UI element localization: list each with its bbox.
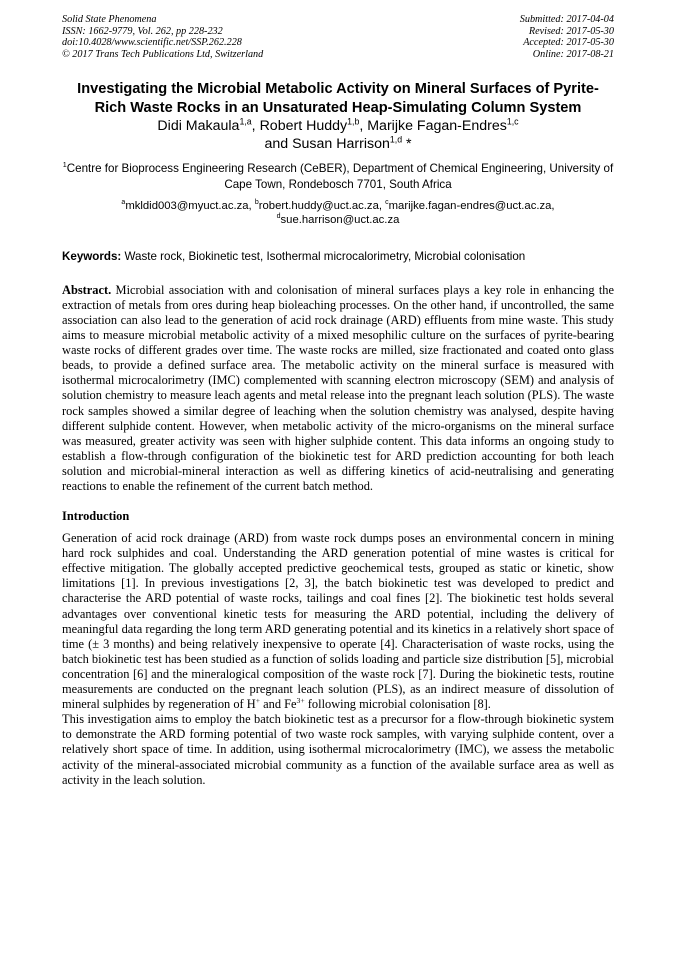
author-affil-mark: 1,c <box>506 116 519 127</box>
submission-dates <box>520 14 614 60</box>
email-link[interactable]: mkldid003@myuct.ac.za, <box>125 200 255 213</box>
email-link[interactable]: robert.huddy@uct.ac.za, <box>258 200 386 213</box>
journal-info <box>62 14 263 60</box>
keywords-text: Waste rock, Biokinetic test, Isothermal microcalorimetry, Microbial colonisation <box>121 249 526 263</box>
author-affil-mark: 1,d <box>389 133 403 144</box>
author-separator: , <box>359 118 368 134</box>
author-separator: and <box>264 135 293 152</box>
journal-header <box>62 14 614 60</box>
author-name: Didi Makaula <box>157 118 240 134</box>
corresponding-author-mark: * <box>402 135 412 152</box>
abstract <box>62 283 614 494</box>
author-emails <box>62 200 614 228</box>
superscript: + <box>255 696 261 705</box>
email-mark: c <box>385 199 389 207</box>
author-list <box>62 118 614 153</box>
journal-name: Solid State Phenomena <box>62 14 157 25</box>
paper-title: Investigating the Microbial Metabolic Activity on Mineral Surfaces of Pyrite-Rich Waste Rocks in an Unsaturated Heap-Simulating Column System <box>77 81 599 116</box>
affiliation-text: Centre for Bioprocess Engineering Research (CeBER), Department of Chemical Engineering, University of Cape Town, Rondebosch 7701, South Africa <box>66 162 614 191</box>
online-date: Online: 2017-08-21 <box>532 48 614 60</box>
copyright-line: © 2017 Trans Tech Publications Ltd, Switzerland <box>62 48 264 60</box>
author-name: Robert Huddy <box>259 118 348 134</box>
paragraph-text: following microbial colonisation [8]. <box>304 697 491 712</box>
paragraph-text: and Fe <box>260 697 297 712</box>
revised-date: Revised: 2017-05-30 <box>528 25 614 37</box>
abstract-text: Microbial association with and colonisation of mineral surfaces plays a key role in enhancing the extraction of metals from ores during heap bioleaching processes. On the other hand, if uncontrolled, the same association can also lead to the generation of acid rock drainage (ARD) effluents from mine waste. This study aims to measure microbial metabolic activity of a mixed mesophilic culture on the surfaces of pyrite-bearing waste rocks of different grades over time. The waste rocks are milled, size fractionated and coated onto glass beads, to provide a defined surface area. The metabolic activity on the mineral surface is measured with isothermal microcalorimetry (IMC) complemented with scanning electron microscopy (SEM) and analysis of solution chemistry to measure leach agents and metal release into the pregnant leach solution (PLS). The waste rock samples showed a similar degree of leaching when the solution chemistry was analysed, despite having different sulphide content. However, when metabolic activity of the micro-organisms on the mineral surface was measured, greater activity was seen with higher sulphide content. This data informs an ongoing study to establish a flow-through configuration of the biokinetic test for ARD prediction accounting for both leach solution and microbial-mineral interaction as well as differing kinetics of acid-neutralising and generating reactions to enable the refinement of the current batch method. <box>62 282 614 493</box>
author-name: Susan Harrison <box>292 135 390 152</box>
author-affil-mark: 1,a <box>239 116 252 127</box>
accepted-date: Accepted: 2017-05-30 <box>523 37 614 48</box>
abstract-label: Abstract. <box>62 282 112 297</box>
email-link[interactable]: sue.harrison@uct.ac.za <box>280 213 400 226</box>
author-name: Marijke Fagan-Endres <box>367 118 507 134</box>
doi-line: doi:10.4028/www.scientific.net/SSP.262.228 <box>62 37 242 48</box>
submitted-date: Submitted: 2017-04-04 <box>519 14 614 25</box>
author-affil-mark: 1,b <box>347 116 360 127</box>
keywords-label: Keywords: <box>62 249 122 263</box>
email-mark: b <box>254 199 259 207</box>
issn-line: ISSN: 1662-9779, Vol. 262, pp 228-232 <box>62 25 223 37</box>
affiliation-mark: 1 <box>62 160 67 170</box>
email-mark: a <box>121 199 126 207</box>
paper-page <box>62 14 614 788</box>
section-heading: Introduction <box>62 509 130 524</box>
keywords <box>62 250 614 264</box>
paragraph-text: Generation of acid rock drainage (ARD) from waste rock dumps poses an environmental concern in mining hard rock sulphides and coal. Understanding the ARD generation potential of mine wastes is critical for effective mitigation. The globally accepted predictive geochemical tests, grouped as static or kinetic, show limitations [1]. In previous investigations [2, 3], the batch biokinetic test was developed to predict and characterise the ARD potential of waste rocks, tailings and coal fines [2]. The biokinetic test holds several advantages over conventional kinetic tests for measuring the ARD potential, including the delivery of meaningful data regarding the long term ARD generating potential and its kinetics in a relatively short space of time (± 3 months) and being relatively inexpensive to operate [4]. Characterisation of waste rocks, using the batch biokinetic test has been studied as a function of solids loading and particle size distribution [5], microbial concentration [6] and the mineralogical composition of the waste rock [7]. During the biokinetic tests, routine measurements are conducted on the pregnant leach solution (PLS), as an indirect measure of dissolution of mineral sulphides by regeneration of H <box>62 531 614 712</box>
intro-paragraph-2: This investigation aims to employ the batch biokinetic test as a precursor for a flow-through biokinetic system to demonstrate the ARD forming potential of two waste rock samples, with varying sulphide content, over a relatively short space of time. In addition, using isothermal microcalorimetry (IMC), we assess the metabolic activity of the mineral-associated microbial community as a function of the available surface area as well as activity in the leach solution. <box>62 712 614 787</box>
email-link[interactable]: marijke.fagan-endres@uct.ac.za, <box>388 200 555 213</box>
intro-paragraph-1 <box>62 531 614 712</box>
affiliation <box>62 161 614 192</box>
email-mark: d <box>276 213 281 221</box>
author-separator: , <box>251 118 260 134</box>
superscript: 3+ <box>296 696 305 705</box>
